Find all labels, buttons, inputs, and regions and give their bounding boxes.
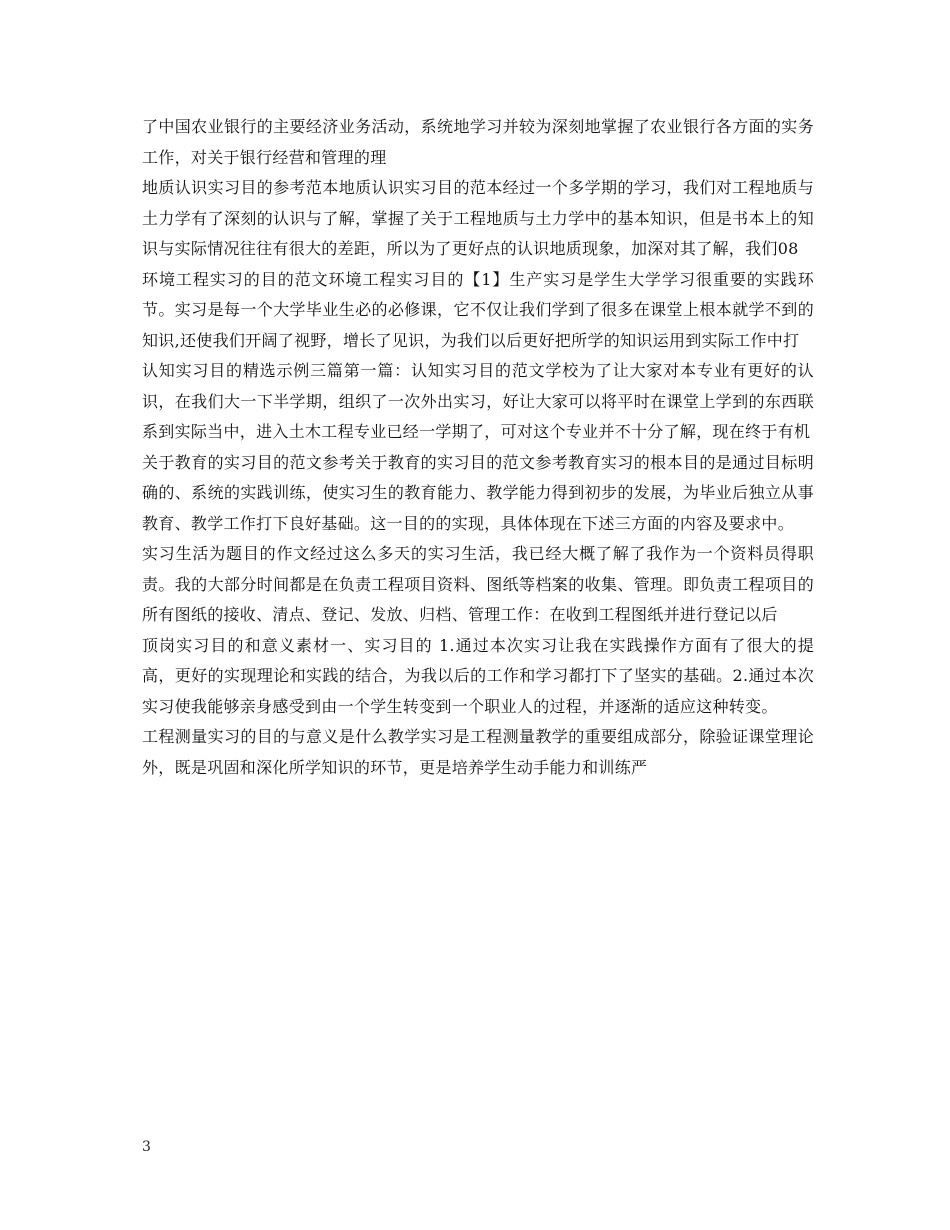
paragraph: 关于教育的实习目的范文参考关于教育的实习目的范文参考教育实习的根本目的是通过目标明确的、系统的实践训练，使实习生的教育能力、教学能力得到初步的发展，为毕业后独立从事教育、教学工作打下良好基础。这一目的的实现，具体体现在下述三方面的内容及要求中。 (142, 452, 814, 533)
paragraph: 顶岗实习目的和意义素材一、实习目的 1.通过本次实习让我在实践操作方面有了很大的提高，更好的实现理论和实践的结合，为我以后的工作和学习都打下了坚实的基础。2.通过本次实习使我能够亲身感受到由一个学生转变到一个职业人的过程，并逐渐的适应这种转变。 (142, 635, 814, 716)
paragraph: 工程测量实习的目的与意义是什么教学实习是工程测量教学的重要组成部分，除验证课堂理论外，既是巩固和深化所学知识的环节，更是培养学生动手能力和训练严 (142, 727, 814, 777)
document-body (142, 112, 814, 783)
paragraph: 认知实习目的精选示例三篇第一篇：认知实习目的范文学校为了让大家对本专业有更好的认识，在我们大一下半学期，组织了一次外出实习，好让大家可以将平时在课堂上学到的东西联系到实际当中，进入土木工程专业已经一学期了，可对这个专业并不十分了解，现在终于有机 (142, 361, 814, 441)
paragraph: 地质认识实习目的参考范本地质认识实习目的范本经过一个多学期的学习，我们对工程地质与土力学有了深刻的认识与了解，掌握了关于工程地质与土力学中的基本知识，但是书本上的知识与实际情况往往有很大的差距，所以为了更好点的认识地质现象，加深对其了解，我们08 (142, 178, 814, 258)
paragraph: 实习生活为题目的作文经过这么多天的实习生活，我已经大概了解了我作为一个资料员得职责。我的大部分时间都是在负责工程项目资料、图纸等档案的收集、管理。即负责工程项目的所有图纸的接收、清点、登记、发放、归档、管理工作：在收到工程图纸并进行登记以后 (142, 544, 814, 624)
paragraph: 环境工程实习的目的范文环境工程实习目的【1】生产实习是学生大学学习很重要的实践环节。实习是每一个大学毕业生必的必修课，它不仅让我们学到了很多在课堂上根本就学不到的知识,还使我们开阔了视野，增长了见识，为我们以后更好把所学的知识运用到实际工作中打 (142, 269, 814, 350)
paragraph: 了中国农业银行的主要经济业务活动，系统地学习并较为深刻地掌握了农业银行各方面的实务工作，对关于银行经营和管理的理 (142, 117, 814, 167)
page-number: 3 (142, 1139, 151, 1155)
